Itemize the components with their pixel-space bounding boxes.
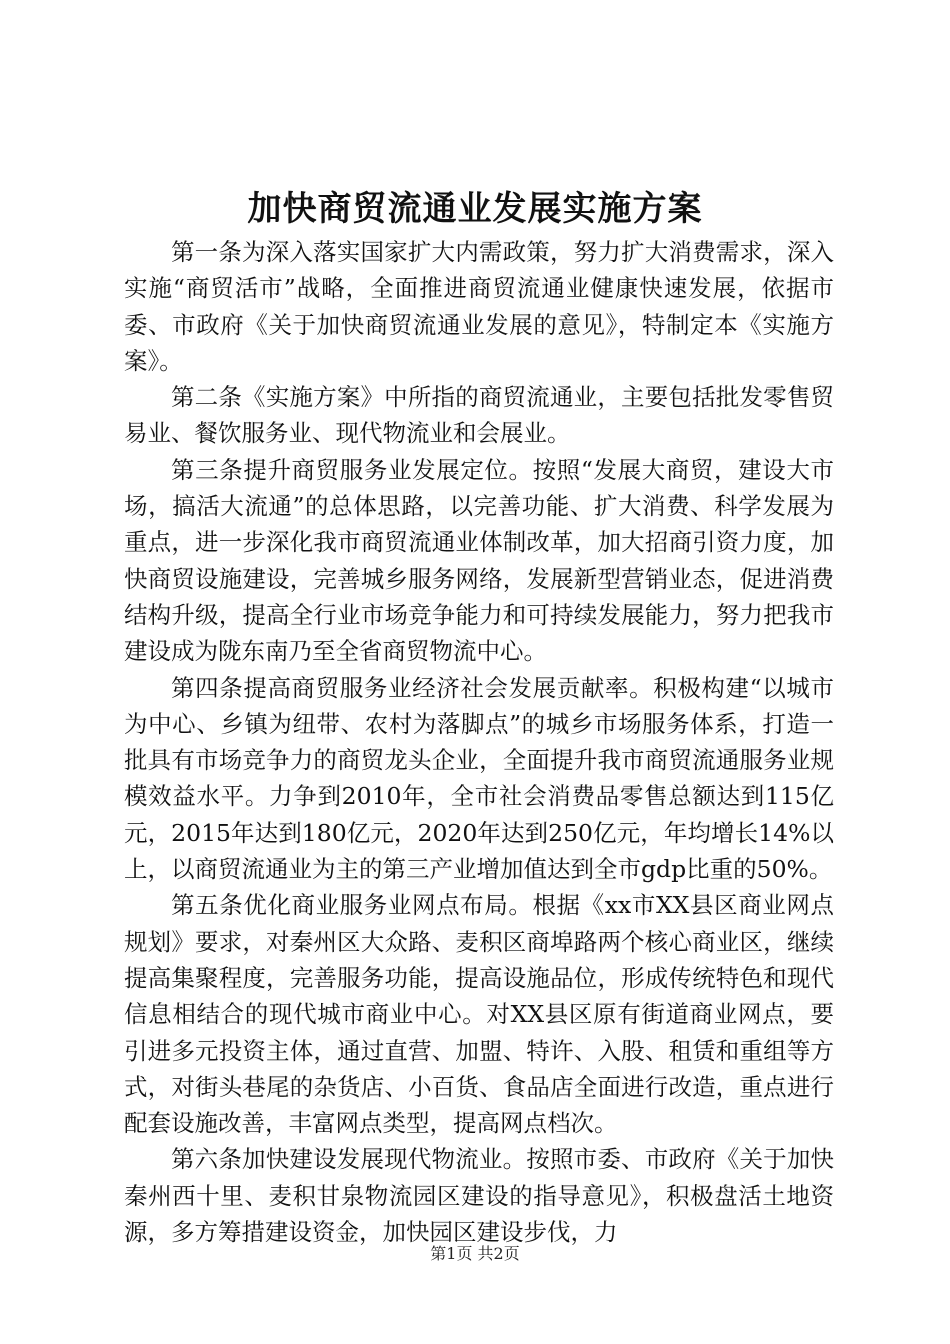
paragraph-article-1: 第一条为深入落实国家扩大内需政策，努力扩大消费需求，深入实施“商贸活市”战略，全面推进商贸流通业健康快速发展，依据市委、市政府《关于加快商贸流通业发展的意见》，特制定本《实施方案》。 xyxy=(124,238,834,375)
paragraph-article-2: 第二条《实施方案》中所指的商贸流通业，主要包括批发零售贸易业、餐饮服务业、现代物流业和会展业。 xyxy=(124,383,834,448)
page-number-footer: 第1页 共2页 xyxy=(430,1244,520,1263)
document-title: 加快商贸流通业发展实施方案 xyxy=(247,189,703,229)
document-body xyxy=(124,234,834,1250)
paragraph-article-5: 第五条优化商业服务业网点布局。根据《xx市XX县区商业网点规划》要求，对秦州区大众路、麦积区商埠路两个核心商业区，继续提高集聚程度，完善服务功能，提高设施品位，形成传统特色和现代信息相结合的现代城市商业中心。对XX县区原有街道商业网点，要引进多元投资主体，通过直营、加盟、特许、入股、租赁和重组等方式，对街头巷尾的杂货店、小百货、食品店全面进行改造，重点进行配套设施改善，丰富网点类型，提高网点档次。 xyxy=(124,891,834,1138)
paragraph-article-6: 第六条加快建设发展现代物流业。按照市委、市政府《关于加快秦州西十里、麦积甘泉物流园区建设的指导意见》，积极盘活土地资源，多方筹措建设资金，加快园区建设步伐，力 xyxy=(124,1145,834,1247)
paragraph-article-3: 第三条提升商贸服务业发展定位。按照“发展大商贸，建设大市场，搞活大流通”的总体思路，以完善功能、扩大消费、科学发展为重点，进一步深化我市商贸流通业体制改革，加大招商引资力度，加快商贸设施建设，完善城乡服务网络，发展新型营销业态，促进消费结构升级，提高全行业市场竞争能力和可持续发展能力，努力把我市建设成为陇东南乃至全省商贸物流中心。 xyxy=(124,455,834,666)
paragraph-article-4: 第四条提高商贸服务业经济社会发展贡献率。积极构建“以城市为中心、乡镇为纽带、农村为落脚点”的城乡市场服务体系，打造一批具有市场竞争力的商贸龙头企业，全面提升我市商贸流通服务业规模效益水平。力争到2010年，全市社会消费品零售总额达到115亿元，2015年达到180亿元，2020年达到250亿元，年均增长14%以上，以商贸流通业为主的第三产业增加值达到全市gdp比重的50%。 xyxy=(124,673,834,884)
